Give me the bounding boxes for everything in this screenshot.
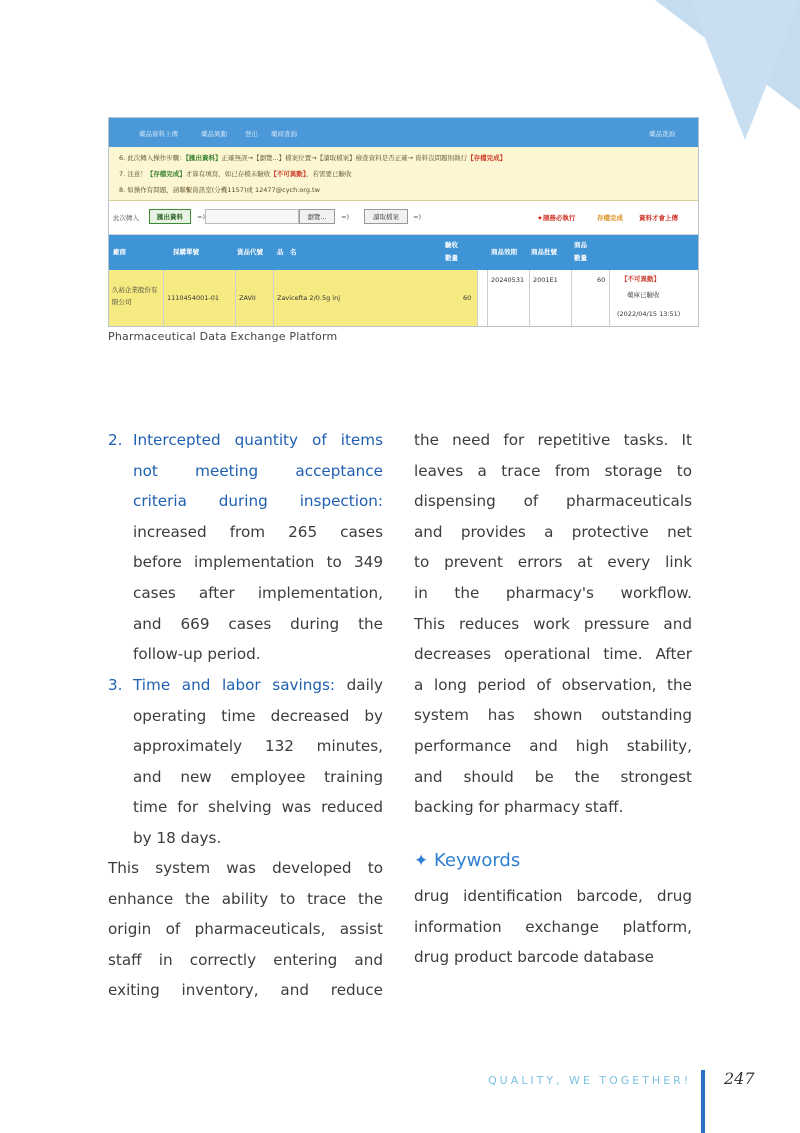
list-number: 2. xyxy=(108,431,123,449)
keywords-title: Keywords xyxy=(433,850,521,871)
paragraph-line: to prevent errors at every link xyxy=(414,553,692,572)
fig-toolbar xyxy=(109,201,698,235)
item-heading-line: criteria during inspection: xyxy=(133,492,383,511)
fig-note-line: 8. 如操作有問題，請聯繫資訊室(分機1157)或 12477@cych.org.tw xyxy=(119,186,320,194)
left-paragraph xyxy=(108,853,383,1006)
paragraph-line: the need for repetitive tasks. It xyxy=(414,431,692,449)
item-heading-line: not meeting acceptance xyxy=(133,461,383,480)
paragraph-line: decreases operational time. After xyxy=(414,645,692,664)
fig-table-row xyxy=(109,270,698,327)
keyword-line: information exchange platform, xyxy=(414,917,692,936)
paragraph-line: leaves a trace from storage to xyxy=(414,461,692,480)
paragraph-line: in the pharmacy's workflow. xyxy=(414,583,692,602)
fig-warning: 資料才會上傳 xyxy=(639,214,678,222)
item-heading: Time and labor savings: xyxy=(133,676,336,694)
fig-cell-count: 60 xyxy=(597,276,606,284)
item-body-line: cases after implementation, xyxy=(133,583,383,602)
item-body-line: and 669 cases during the xyxy=(133,614,383,633)
fig-col-header: 品 名 xyxy=(277,248,297,256)
paragraph-line: performance and high stability, xyxy=(414,736,692,755)
fig-warning: 存檔完成 xyxy=(597,214,623,222)
paragraph-line: and provides a protective net xyxy=(414,522,692,541)
fig-cell-vendor: 久裕企業股份有限公司 xyxy=(112,286,158,306)
keywords-heading xyxy=(414,850,520,871)
list-item-3 xyxy=(133,670,383,854)
paragraph-line: origin of pharmaceuticals, assist xyxy=(108,920,383,939)
fig-navbar xyxy=(109,118,698,147)
platform-screenshot xyxy=(108,117,699,327)
fig-cell-po: 1110454001-01 xyxy=(167,294,219,302)
file-path-input[interactable] xyxy=(205,209,299,224)
item-heading-tail: daily xyxy=(335,676,384,694)
fig-note-line: 6. 此次轉入操作步驟：【匯出資料】正確無誤→【瀏覽...】檔案位置→【讀取檔案】檢查資料是否正確→ 資料沒問題則執行【存檔完成】 xyxy=(119,154,507,162)
sparkle-icon: ✦ xyxy=(414,851,429,871)
page-number: 247 xyxy=(724,1069,755,1088)
paragraph-line: This system was developed to xyxy=(108,859,383,877)
fig-col-header: 貨品代號 xyxy=(237,248,263,256)
export-button[interactable]: 匯出資料 xyxy=(149,209,191,224)
fig-nav-item: 登出 xyxy=(245,130,258,138)
fig-tb-label: 此次轉入 xyxy=(113,214,139,222)
fig-col-header: 驗收 數量 xyxy=(445,241,458,262)
paragraph-line: backing for pharmacy staff. xyxy=(414,798,624,817)
fig-nav-right: 藥品查詢 xyxy=(649,130,675,138)
fig-col-header: 商品 數量 xyxy=(574,241,587,262)
paragraph-line: and should be the strongest xyxy=(414,767,692,786)
item-body-line: increased from 265 cases xyxy=(133,522,383,541)
fig-cell-lot: 2001E1 xyxy=(533,276,558,284)
item-body-line: by 18 days. xyxy=(133,828,222,847)
item-body-line: approximately 132 minutes, xyxy=(133,737,383,756)
paragraph-line: dispensing of pharmaceuticals xyxy=(414,492,692,511)
fig-cell-qty: 60 xyxy=(463,294,472,302)
paragraph-line: a long period of observation, the xyxy=(414,675,692,694)
fig-notes xyxy=(109,147,698,201)
fig-table-header xyxy=(109,235,698,270)
footer-divider xyxy=(701,1070,705,1133)
item-body-line: time for shelving was reduced xyxy=(133,798,383,817)
paragraph-line: staff in correctly entering and xyxy=(108,950,383,969)
fig-warning: ★請務必執行 xyxy=(537,214,576,222)
paragraph-line: This reduces work pressure and xyxy=(414,614,692,633)
read-file-button[interactable]: 讀取檔案 xyxy=(364,209,408,224)
paragraph-line: system has shown outstanding xyxy=(414,706,692,725)
fig-cell-code: ZAVII xyxy=(239,294,256,302)
fig-col-header: 採購單號 xyxy=(173,248,199,256)
list-number: 3. xyxy=(108,676,123,694)
fig-tb-arrow: =) xyxy=(197,213,205,221)
fig-cell-status: 【不可異動】 xyxy=(621,275,660,283)
fig-note-line: 7. 注意！【存檔完成】才算有填寫，如已存檔未驗收【不可異動】，若需要已驗收 xyxy=(119,170,352,178)
figure-caption: Pharmaceutical Data Exchange Platform xyxy=(108,330,338,343)
fig-cell-status3: (2022/04/15 13:51) xyxy=(617,310,681,318)
fig-cell-expiry: 20240531 xyxy=(491,276,525,284)
item-heading-line: Intercepted quantity of items xyxy=(133,431,383,449)
browse-button[interactable]: 瀏覽... xyxy=(299,209,335,224)
fig-col-header: 廠商 xyxy=(113,248,126,256)
paragraph-line: exiting inventory, and reduce xyxy=(108,981,383,1000)
item-body-line: and new employee training xyxy=(133,767,383,786)
fig-tb-arrow: =) xyxy=(341,213,349,221)
keyword-line: drug identification barcode, drug xyxy=(414,887,692,905)
item-body-line: follow-up period. xyxy=(133,645,261,664)
fig-nav-item: 藥品異動 xyxy=(201,130,227,138)
item-heading-line xyxy=(133,670,383,701)
keyword-line: drug product barcode database xyxy=(414,948,654,967)
paragraph-line: enhance the ability to trace the xyxy=(108,889,383,908)
fig-col-header: 商品批號 xyxy=(531,248,557,256)
right-paragraph xyxy=(414,425,692,823)
item-body-line: before implementation to 349 xyxy=(133,553,383,572)
fig-nav-item: 藥品資料上傳 xyxy=(139,130,178,138)
fig-nav-item: 藥商查詢 xyxy=(271,130,297,138)
fig-col-header: 商品效期 xyxy=(491,248,517,256)
fig-cell-status2: 藥庫已驗收 xyxy=(627,291,660,299)
decor-triangle xyxy=(690,0,800,140)
keywords-list xyxy=(414,881,692,973)
fig-cell-name: Zavicefta 2/0.5g inj xyxy=(277,294,341,302)
fig-tb-arrow: =) xyxy=(413,213,421,221)
footer-slogan: QUALITY, WE TOGETHER! xyxy=(488,1074,692,1087)
list-item-2 xyxy=(133,425,383,670)
item-body-line: operating time decreased by xyxy=(133,706,383,725)
